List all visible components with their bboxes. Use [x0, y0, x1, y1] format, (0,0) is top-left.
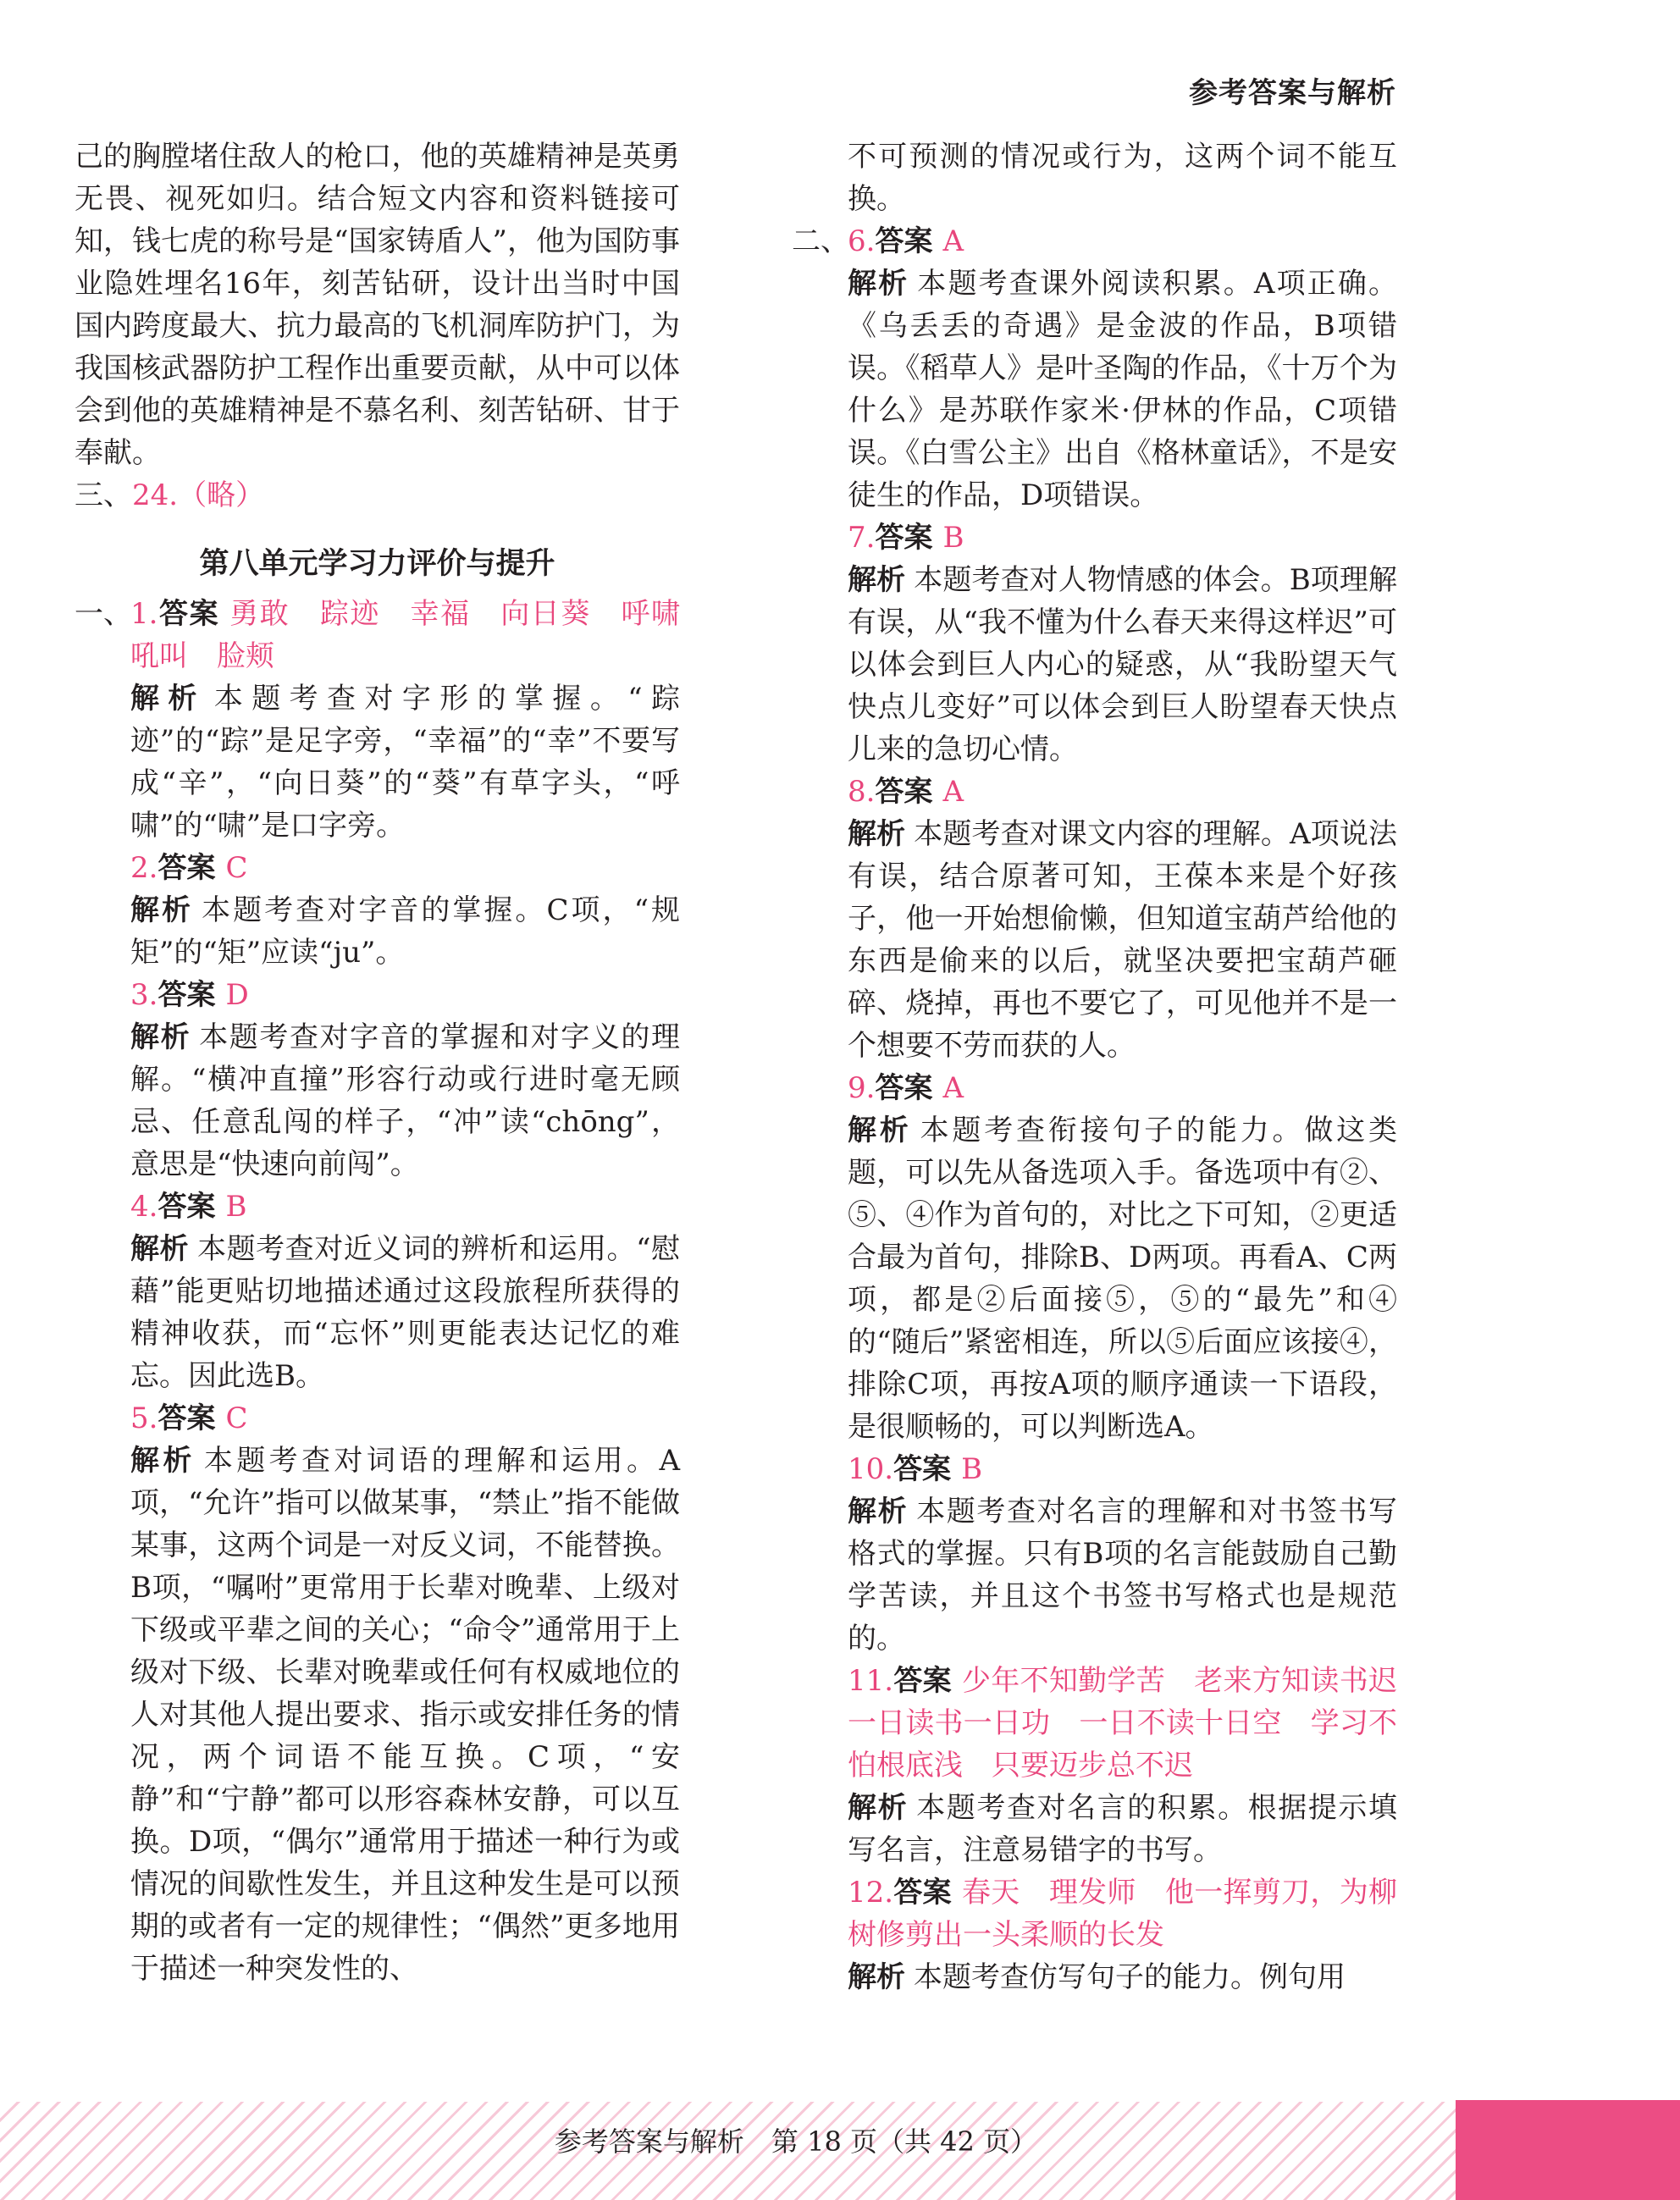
question-2 [75, 847, 680, 974]
q1-answer: 勇敢 踪迹 幸福 向日葵 呼啸 吼叫 脸颊 [130, 597, 710, 673]
q8-analysis-label: 解析 [848, 817, 906, 851]
q6-analysis-label: 解析 [848, 267, 909, 301]
q5-answer-label: 答案 [158, 1401, 216, 1435]
right-column [792, 135, 1427, 1998]
footer-page-info: 参考答案与解析 第 18 页（共 42 页） [554, 2125, 1038, 2158]
item-24: 24.（略） [132, 478, 265, 512]
q7-answer-label: 答案 [875, 521, 933, 555]
q5-number: 5. [130, 1401, 158, 1435]
question-5 [75, 1397, 680, 1990]
q12-number: 12. [848, 1876, 894, 1910]
question-11 [792, 1660, 1427, 1871]
q1-analysis-label: 解析 [130, 682, 206, 716]
q11-answer-label: 答案 [893, 1664, 952, 1698]
question-6 [792, 220, 1397, 517]
q4-analysis-label: 解析 [130, 1232, 190, 1266]
footer-accent-tab [1456, 2100, 1680, 2200]
unit-title: 第八单元学习力评价与提升 [199, 547, 555, 581]
question-1 [75, 593, 710, 847]
q12-analysis: 本题考查仿写句子的能力。例句用 [914, 1960, 1346, 1994]
q7-answer: B [942, 521, 964, 555]
q9-number: 9. [848, 1071, 876, 1105]
question-9 [792, 1067, 1397, 1448]
q9-answer: A [942, 1071, 964, 1105]
q12-answer-label: 答案 [893, 1876, 952, 1910]
q1-answer-label: 答案 [158, 597, 220, 631]
q3-answer-label: 答案 [158, 978, 216, 1012]
intro-paragraph: 己的胸膛堵住敌人的枪口，他的英雄精神是英勇无畏、视死如归。结合短文内容和资料链接可知，钱七虎的称号是“国家铸盾人”，他为国防事业隐姓埋名16年，刻苦钻研，设计出当时中国国内跨度最大、抗力最高的飞机洞库防护门，为我国核武器防护工程作出重要贡献，从中可以体会到他的英雄精神是不慕名利、刻苦钻研、甘于奉献。 [75, 140, 680, 470]
q5-continuation: 不可预测的情况或行为，这两个词不能互换。 [848, 140, 1397, 216]
q2-number: 2. [130, 851, 158, 885]
q6-number: 6. [848, 224, 876, 258]
q6-answer-label: 答案 [875, 224, 933, 258]
q5-answer: C [225, 1401, 248, 1435]
q12-analysis-label: 解析 [848, 1960, 905, 1994]
q4-analysis: 本题考查对近义词的辨析和运用。“慰藉”能更贴切地描述通过这段旅程所获得的精神收获，而“忘怀”则更能表达记忆的难忘。因此选B。 [130, 1232, 681, 1393]
question-12 [792, 1871, 1397, 1998]
q8-answer: A [942, 775, 964, 809]
section-3-item [75, 474, 680, 517]
q9-analysis: 本题考查衔接句子的能力。做这类题，可以先从备选项入手。备选项中有②、⑤、④作为首句的，对比之下可知，②更适合最为首句，排除B、D两项。再看A、C两项，都是②后面接⑤，⑤的“最先”和④的“随后”紧密相连，所以⑤后面应该接④，排除C项，再按A项的顺序通读一下语段，是很顺畅的，可以判断选A。 [848, 1114, 1397, 1444]
q4-number: 4. [130, 1190, 158, 1224]
q1-number: 1. [130, 597, 158, 631]
q9-answer-label: 答案 [875, 1071, 933, 1105]
question-4 [75, 1186, 680, 1397]
q8-analysis: 本题考查对课文内容的理解。A项说法有误，结合原著可知，王葆本来是个好孩子，他一开始想偷懒，但知道宝葫芦给他的东西是偷来的以后，就坚决要把宝葫芦砸碎、烧掉，再也不要它了，可见他并不是一个想要不劳而获的人。 [848, 817, 1398, 1063]
q11-answer: 少年不知勤学苦 老来方知读书迟 一日读书一日功 一日不读十日空 学习不怕根底浅 只要迈步总不迟 [848, 1664, 1427, 1783]
section-1-marker: 一、 [75, 597, 132, 631]
q4-answer-label: 答案 [158, 1190, 216, 1224]
q2-answer: C [225, 851, 248, 885]
q3-number: 3. [130, 978, 158, 1012]
q10-analysis-label: 解析 [848, 1495, 909, 1528]
question-3 [75, 974, 680, 1186]
q6-analysis: 本题考查课外阅读积累。A项正确。《乌丢丢的奇遇》是金波的作品，B项错误。《稻草人》是叶圣陶的作品，《十万个为什么》是苏联作家米·伊林的作品，C项错误。《白雪公主》出自《格林童话》，不是安徒生的作品，D项错误。 [848, 267, 1398, 512]
q11-analysis-label: 解析 [848, 1791, 909, 1825]
question-7 [792, 517, 1397, 771]
q1-analysis: 本题考查对字形的掌握。“踪迹”的“踪”是足字旁，“幸福”的“幸”不要写成“辛”，“向日葵”的“葵”有草字头，“呼啸”的“啸”是口字旁。 [130, 682, 681, 843]
q10-answer-label: 答案 [893, 1452, 952, 1486]
q2-answer-label: 答案 [158, 851, 216, 885]
q7-analysis: 本题考查对人物情感的体会。B项理解有误，从“我不懂为什么春天来得这样迟”可以体会到巨人内心的疑惑，从“我盼望天气快点儿变好”可以体会到巨人盼望春天快点儿来的急切心情。 [848, 563, 1398, 766]
q11-analysis: 本题考查对名言的积累。根据提示填写名言，注意易错字的书写。 [848, 1791, 1398, 1867]
q7-number: 7. [848, 521, 876, 555]
q4-answer: B [225, 1190, 247, 1224]
q6-answer: A [942, 224, 964, 258]
q8-answer-label: 答案 [875, 775, 933, 809]
section-3-marker: 三、 [75, 478, 132, 512]
q8-number: 8. [848, 775, 876, 809]
q10-answer: B [961, 1452, 983, 1486]
q5-analysis: 本题考查对词语的理解和运用。A项，“允许”指可以做某事，“禁止”指不能做某事，这两个词是一对反义词，不能替换。B项，“嘱咐”更常用于长辈对晚辈、上级对下级或平辈之间的关心；“命令”通常用于上级对下级、长辈对晚辈或任何有权威地位的人对其他人提出要求、指示或安排任务的情况，两个词语不能互换。C项，“安静”和“宁静”都可以形容森林安静，可以互换。D项，“偶尔”通常用于描述一种行为或情况的间歇性发生，并且这种发生是可以预期的或者有一定的规律性；“偶然”更多地用于描述一种突发性的、 [130, 1444, 680, 1986]
q2-analysis: 本题考查对字音的掌握。C项，“规矩”的“矩”应读“ju”。 [130, 893, 680, 970]
question-10 [792, 1448, 1397, 1660]
q2-analysis-label: 解析 [130, 893, 194, 927]
page-header-title: 参考答案与解析 [1189, 76, 1396, 110]
question-8 [792, 771, 1397, 1067]
q10-analysis: 本题考查对名言的理解和对书签书写格式的掌握。只有B项的名言能鼓励自己勤学苦读，并且这个书签书写格式也是规范的。 [848, 1495, 1398, 1656]
q3-analysis: 本题考查对字音的掌握和对字义的理解。“横冲直撞”形容行动或行进时毫无顾忌、任意乱闯的样子，“冲”读“chōng”，意思是“快速向前闯”。 [130, 1020, 681, 1181]
q9-analysis-label: 解析 [848, 1114, 912, 1147]
section-2-marker: 二、 [792, 224, 849, 258]
q3-answer: D [225, 978, 249, 1012]
q3-analysis-label: 解析 [130, 1020, 191, 1054]
left-column [75, 135, 710, 1990]
q10-number: 10. [848, 1452, 894, 1486]
q12-answer: 春天 理发师 他一挥剪刀，为柳树修剪出一头柔顺的长发 [848, 1876, 1398, 1952]
q5-analysis-label: 解析 [130, 1444, 196, 1478]
q7-analysis-label: 解析 [848, 563, 906, 597]
q11-number: 11. [848, 1664, 894, 1698]
